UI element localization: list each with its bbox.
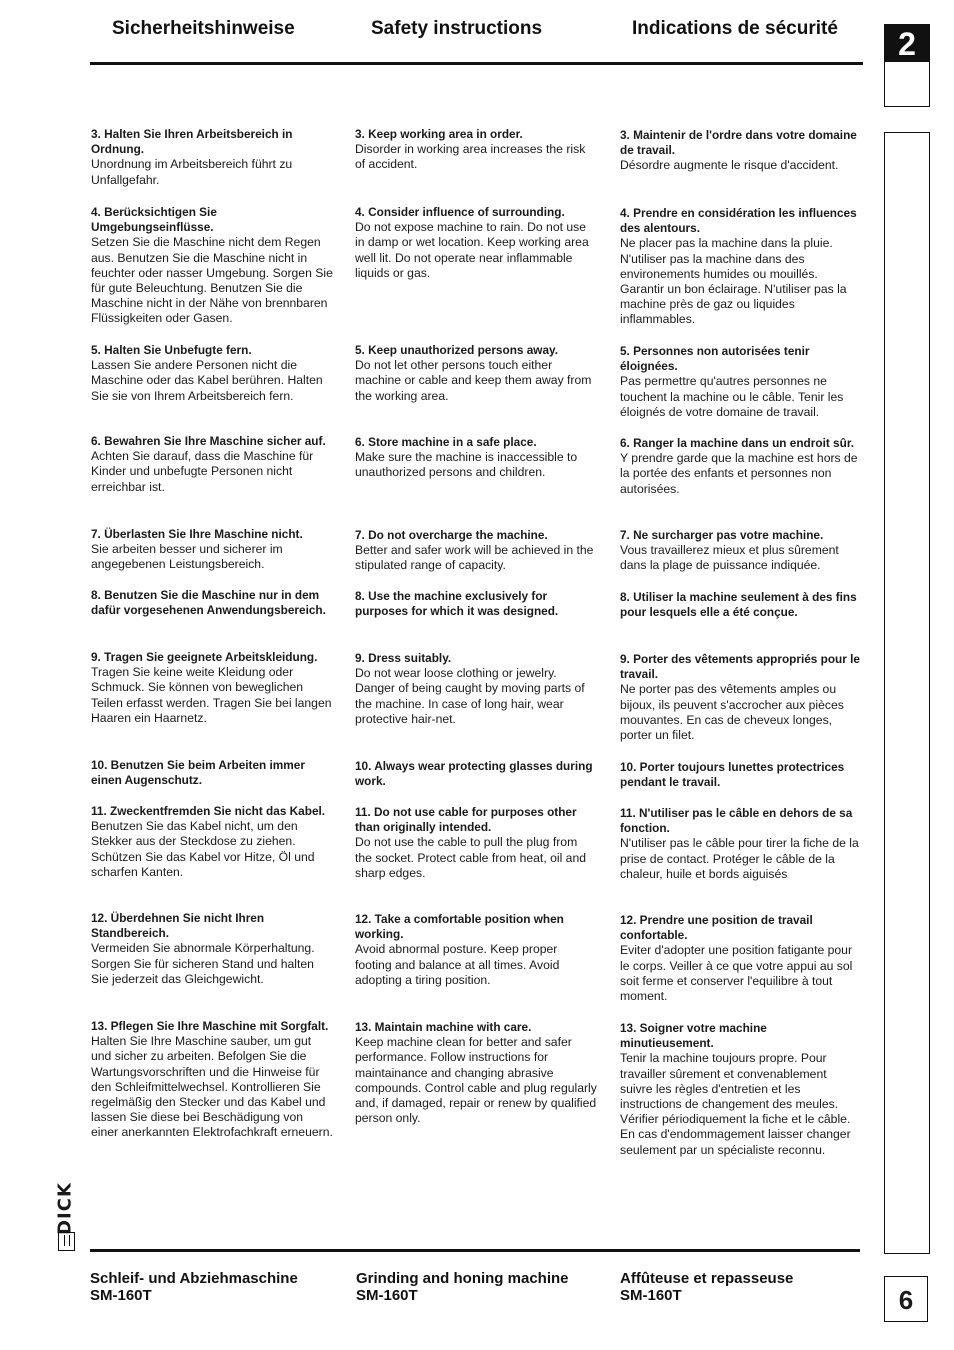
footer-en xyxy=(356,1270,569,1304)
list-item: 10. Porter toujours lunettes protectrices pendant le travail. xyxy=(620,760,845,790)
list-item: 4. Berücksichtigen Sie Umgebungseinflüsse. Setzen Sie die Maschine nicht dem Regen aus. Benutzen Sie die Maschine nicht in feuchter oder nasser Umgebung. Sorgen Sie für gute Beleuchtung. Benutzen Sie die Maschine nicht in der Nähe von brennbaren Flüssigkeiten oder Gasen. xyxy=(91,205,333,326)
list-item: 11. Zweckentfremden Sie nicht das Kabel. Benutzen Sie das Kabel nicht, um den Stekker aus der Steckdose zu ziehen. Schützen Sie das Kabel vor Hitze, Öl und scharfen Kanten. xyxy=(91,804,326,879)
list-item: 9. Porter des vêtements appropriés pour le travail. Ne porter pas des vêtements amples ou bijoux, ils peuvent s'accrocher aux pièces mouvantes. En cas de cheveux longes, porter un filet. xyxy=(620,652,860,743)
list-item: 3. Halten Sie Ihren Arbeitsbereich in Ordnung. Unordnung im Arbeitsbereich führt zu Unfallgefahr. xyxy=(91,127,293,187)
side-margin-bar xyxy=(884,132,930,1254)
list-item: 8. Use the machine exclusively for purposes for which it was designed. xyxy=(355,589,559,619)
footer-model: SM-160T xyxy=(90,1287,152,1304)
list-item: 8. Benutzen Sie die Maschine nur in dem dafür vorgesehenen Anwendungsbereich. xyxy=(91,588,326,618)
footer-model: SM-160T xyxy=(356,1287,418,1304)
header-title-de: Sicherheitshinweise xyxy=(112,18,295,39)
list-item: 9. Dress suitably. Do not wear loose clothing or jewelry. Danger of being caught by moving parts of the machine. In case of long hair, wear protective hair-net. xyxy=(355,651,585,726)
list-item: 13. Maintain machine with care. Keep machine clean for better and safer performance. Follow instructions for maintainance and changing abrasive compounds. Control cable and plug regularly and, if damaged, repair or renew by qualified person only. xyxy=(355,1020,597,1126)
list-item: 11. Do not use cable for purposes other than originally intended. Do not use the cable to pull the plug from the socket. Protect cable from heat, oil and sharp edges. xyxy=(355,805,587,880)
list-item: 6. Ranger la machine dans un endroit sûr. Y prendre garde que la machine est hors de la portée des enfants et personnes non autorisées. xyxy=(620,436,858,496)
list-item: 3. Keep working area in order. Disorder in working area increases the risk of accident. xyxy=(355,127,586,172)
list-item: 5. Keep unauthorized persons away. Do not let other persons touch either machine or cable and keep them away from the working area. xyxy=(355,343,592,403)
list-item: 12. Prendre une position de travail confortable. Eviter d'adopter une position fatigante pour le corps. Veiller à ce que votre appui au sol soit ferme et conserver l'equilibre à tout moment. xyxy=(620,913,853,1004)
footer-product-name: Grinding and honing machine xyxy=(356,1270,569,1287)
footer-fr xyxy=(620,1270,793,1304)
list-item: 6. Bewahren Sie Ihre Maschine sicher auf. Achten Sie darauf, dass die Maschine für Kinder und unbefugte Personen nicht erreichbar ist. xyxy=(91,434,326,494)
list-item: 8. Utiliser la machine seulement à des fins pour lesquels elle a été conçue. xyxy=(620,590,857,620)
section-number-tab: 2 xyxy=(884,24,930,62)
list-item: 7. Ne surcharger pas votre machine. Vous travaillerez mieux et plus sûrement dans la plage de puissance indiquée. xyxy=(620,528,839,573)
header-title-en: Safety instructions xyxy=(371,18,543,39)
list-item: 3. Maintenir de l'ordre dans votre domaine de travail. Désordre augmente le risque d'accident. xyxy=(620,128,857,173)
list-item: 11. N'utiliser pas le câble en dehors de sa fonction. N'utiliser pas le câble pour tirer la fiche de la prise de contact. Protéger le câble de la chaleur, huile et bords aiguisés xyxy=(620,806,859,881)
list-item: 10. Benutzen Sie beim Arbeiten immer einen Augenschutz. xyxy=(91,758,305,788)
list-item: 4. Consider influence of surrounding. Do not expose machine to rain. Do not use in damp or wet location. Keep working area well lit. Do not operate near inflammable liquids or gas. xyxy=(355,205,589,280)
list-item: 9. Tragen Sie geeignete Arbeitskleidung. Tragen Sie keine weite Kleidung oder Schmuck. Sie können von beweglichen Teilen erfasst werden. Tragen Sie bei langen Haaren ein Haarnetz. xyxy=(91,650,332,725)
header-rule xyxy=(90,62,863,65)
section-tab-box xyxy=(884,62,930,107)
footer-model: SM-160T xyxy=(620,1287,682,1304)
footer-rule xyxy=(90,1249,860,1252)
list-item: 6. Store machine in a safe place. Make sure the machine is inaccessible to unauthorized persons and children. xyxy=(355,435,578,480)
list-item: 13. Pflegen Sie Ihre Maschine mit Sorgfalt. Halten Sie Ihre Maschine sauber, um gut und sicher zu arbeiten. Befolgen Sie die Wartungsvorschriften und die Hinweise für den Schleifmittelwechsel. Kontrollieren Sie regelmäßig den Stecker und das Kabel und lassen Sie diese bei Beschädigung von einer anerkannten Elektrofachkraft erneuern. xyxy=(91,1019,333,1140)
header-title-fr: Indications de sécurité xyxy=(632,18,838,39)
list-item: 7. Überlasten Sie Ihre Maschine nicht. Sie arbeiten besser und sicherer im angegebenen Leistungsbereich. xyxy=(91,527,303,572)
list-item: 5. Halten Sie Unbefugte fern. Lassen Sie andere Personen nicht die Maschine oder das Kabel berühren. Halten Sie sie von Ihrem Arbeitsbereich fern. xyxy=(91,343,323,403)
list-item: 5. Personnes non autorisées tenir éloignées. Pas permettre qu'autres personnes ne touchent la machine ou le câble. Tenir les éloignés de votre domaine de travail. xyxy=(620,344,844,419)
footer-product-name: Affûteuse et repasseuse xyxy=(620,1270,794,1287)
list-item: 12. Überdehnen Sie nicht Ihren Standbereich. Vermeiden Sie abnormale Körperhaltung. Sorgen Sie für sicheren Stand und halten Sie jederzeit das Gleichgewicht. xyxy=(91,911,315,986)
list-item: 13. Soigner votre machine minutieusement. Tenir la machine toujours propre. Pour travailler sûrement et convenablement suivre les règles d'entretien et les instructions de changement des meules. Vérifier périodiquement la fiche et le câble. En cas d'endommagement laisser changer seulement par un spécialiste reconnu. xyxy=(620,1021,851,1157)
footer-product-name: Schleif- und Abziehmaschine xyxy=(90,1270,298,1287)
brand-logo-text: DICK xyxy=(54,1182,76,1235)
list-item: 4. Prendre en considération les influences des alentours. Ne placer pas la machine dans la pluie. N'utiliser pas la machine dans des environements humides ou mouillés. Garantir un bon éclairage. N'utiliser pas la machine près de gaz ou liquides inflammables. xyxy=(620,206,857,327)
list-item: 10. Always wear protecting glasses during work. xyxy=(355,759,593,789)
brand-emblem-icon xyxy=(58,1232,75,1251)
list-item: 7. Do not overcharge the machine. Better and safer work will be achieved in the stipulated range of capacity. xyxy=(355,528,594,573)
list-item: 12. Take a comfortable position when working. Avoid abnormal posture. Keep proper footing and balance at all times. Avoid adopting a tiring position. xyxy=(355,912,564,987)
page-number: 6 xyxy=(884,1276,928,1322)
footer-de xyxy=(90,1270,298,1304)
brand-logo xyxy=(56,1170,76,1254)
